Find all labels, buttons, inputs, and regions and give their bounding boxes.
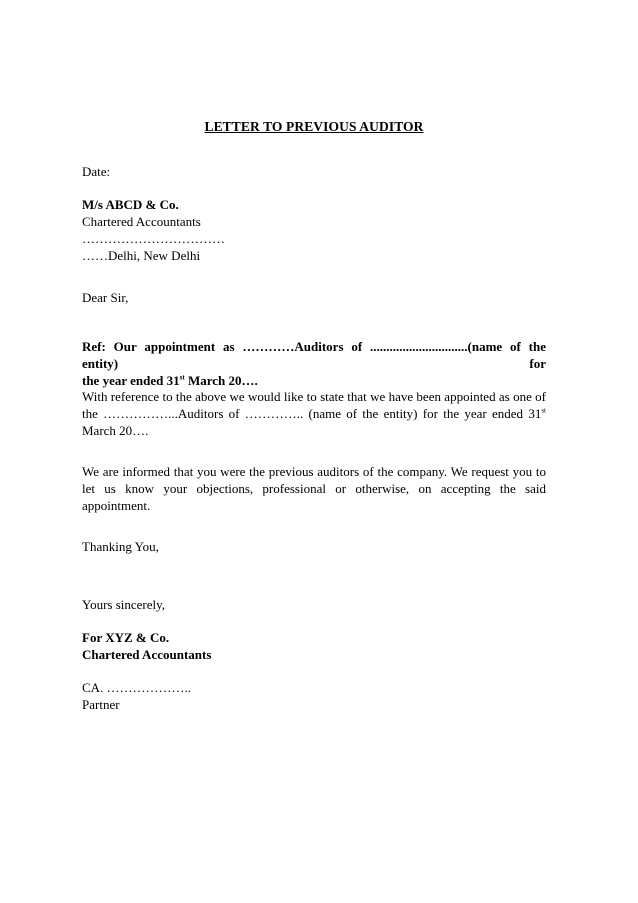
paragraph1-line2 [82, 405, 546, 422]
reference-line2 [82, 372, 546, 389]
paragraph1-line3: March 20…. [82, 423, 149, 438]
addressee-address-line2: ……Delhi, New Delhi [82, 248, 201, 263]
date-text: Date: [82, 164, 111, 179]
addressee-address-line1: …………………………… [82, 231, 225, 246]
paragraph2-line2: let us know your objections, professional or otherwise, on accepting the said [82, 481, 546, 496]
letter-page [82, 0, 546, 903]
reference-block [82, 338, 546, 389]
paragraph-2 [82, 463, 546, 514]
signatory-firm: For XYZ & Co. [82, 630, 170, 645]
addressee-name: M/s ABCD & Co. [82, 197, 179, 212]
paragraph1-line2-sup: st [541, 406, 546, 415]
signatory-block [82, 629, 546, 663]
partner-block [82, 679, 546, 713]
reference-line2-pre: the year ended 31 [82, 373, 180, 388]
addressee-block [82, 196, 546, 264]
signatory-ca-line: CA. ……………….. [82, 680, 192, 695]
reference-line1: Ref: Our appointment as …………Auditors of ..............................(name of the entity) for [82, 339, 546, 371]
signatory-designation: Chartered Accountants [82, 647, 212, 662]
salutation [82, 289, 546, 306]
paragraph2-line3: appointment. [82, 498, 151, 513]
thanks-text: Thanking You, [82, 539, 159, 554]
paragraph-1 [82, 388, 546, 439]
letter-title: LETTER TO PREVIOUS AUDITOR [204, 119, 424, 134]
reference-line2-post: March 20…. [184, 373, 258, 388]
closing [82, 596, 546, 613]
thanks [82, 538, 546, 555]
paragraph1-line2-pre: the ……………...Auditors of ………….. (name of the entity) for the year ended 31 [82, 406, 542, 421]
paragraph1-line1: With reference to the above we would like to state that we have been appointed as one of [82, 389, 546, 404]
date-label [82, 163, 546, 180]
paragraph2-line1: We are informed that you were the previous auditors of the company. We request you to [82, 464, 546, 479]
salutation-text: Dear Sir, [82, 290, 129, 305]
addressee-designation: Chartered Accountants [82, 214, 201, 229]
signatory-role: Partner [82, 697, 120, 712]
closing-text: Yours sincerely, [82, 597, 166, 612]
reference-line2-sup: st [179, 373, 185, 382]
